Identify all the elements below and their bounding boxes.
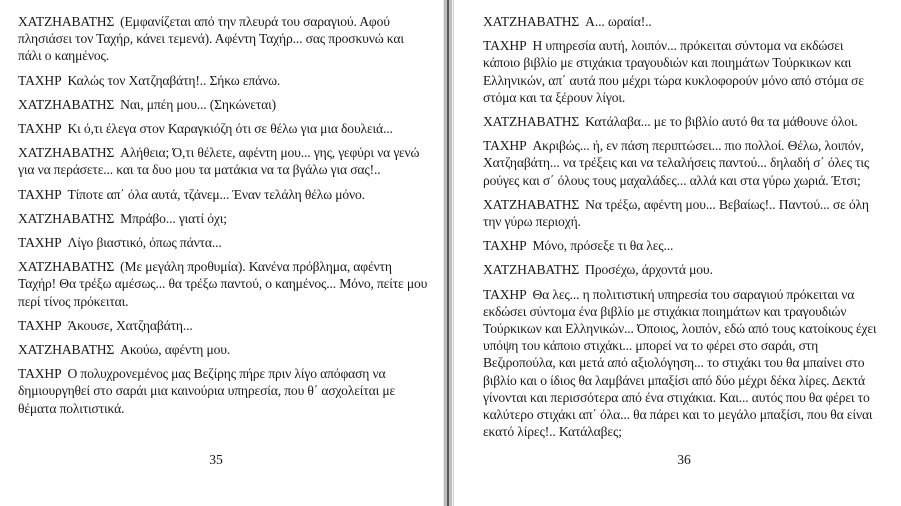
page-number-right: 36	[677, 452, 691, 467]
speaker-name: ΤΑΧΗΡ	[483, 238, 527, 254]
dialogue-paragraph	[18, 186, 428, 203]
speaker-name: ΤΑΧΗΡ	[18, 366, 62, 382]
speaker-name: ΤΑΧΗΡ	[18, 317, 62, 333]
dialogue-text: Ακριβώς... ή, εν πάση περιπτώσει... πιο πολλοί. Θέλω, λοιπόν, Χατζηαβάτη... να τρέξεις και να τελαλήσεις παντού... δηλαδή σ΄ όλες τις ρούγες και σ΄ όλους τους μαχαλάδες... αλλά και στα γύρω χωριά. Έτσι;	[483, 138, 870, 188]
dialogue-text: Μπράβο... γιατί όχι;	[120, 210, 227, 226]
left-page	[0, 0, 443, 506]
dialogue-paragraph	[483, 37, 883, 106]
dialogue-text: Καλώς τον Χατζηαβάτη!.. Σήκω επάνω.	[67, 72, 281, 88]
speaker-name: ΤΑΧΗΡ	[18, 235, 62, 251]
dialogue-paragraph	[18, 317, 428, 334]
dialogue-paragraph	[18, 365, 428, 417]
dialogue-paragraph	[483, 137, 883, 189]
dialogue-paragraph	[18, 72, 428, 89]
dialogue-text: (Με μεγάλη προθυμία). Κανένα πρόβλημα, αφέντη Ταχήρ! Θα τρέξω αμέσως... θα τρέξω παντού, ο καημένος... Μόνο, πείτε μου περί τίνος πρόκειται.	[18, 259, 428, 309]
dialogue-paragraph	[483, 286, 883, 441]
dialogue-text: Μόνο, πρόσεξε τι θα λες...	[532, 238, 674, 254]
dialogue-paragraph	[18, 120, 428, 137]
dialogue-paragraph	[18, 258, 428, 310]
page-gutter-divider	[443, 0, 456, 506]
speaker-name: ΧΑΤΖΗΑΒΑΤΗΣ	[483, 262, 580, 278]
dialogue-paragraph	[483, 196, 883, 230]
dialogue-text: Α... ωραία!..	[585, 14, 652, 29]
dialogue-paragraph	[18, 13, 428, 65]
dialogue-paragraph	[18, 234, 428, 251]
right-page	[456, 0, 901, 506]
speaker-name: ΧΑΤΖΗΑΒΑΤΗΣ	[483, 114, 580, 130]
dialogue-paragraph	[483, 113, 883, 130]
dialogue-text: Η υπηρεσία αυτή, λοιπόν... πρόκειται σύντομα να εκδώσει κάποιο βιβλίο με στιχάκια τραγουδιών και ποιημάτων Τούρκικων και Ελληνικών, απ΄ αυτά που μέχρι τώρα κυκλοφορούν μόνο από στόμα σε στόμα και τα ξέρουν λίγοι.	[483, 38, 864, 105]
speaker-name: ΤΑΧΗΡ	[483, 38, 527, 54]
speaker-name: ΤΑΧΗΡ	[18, 186, 62, 202]
speaker-name: ΧΑΤΖΗΑΒΑΤΗΣ	[483, 196, 580, 212]
dialogue-text: Κι ό,τι έλεγα στον Καραγκιόζη ότι σε θέλω για μια δουλειά...	[67, 121, 393, 137]
speaker-name: ΤΑΧΗΡ	[18, 72, 62, 88]
dialogue-text: Να τρέξω, αφέντη μου... Βεβαίως!.. Παντού... σε όλη την γύρω περιοχή.	[483, 196, 869, 230]
dialogue-text: Άκουσε, Χατζηαβάτη...	[67, 317, 193, 333]
speaker-name: ΧΑΤΖΗΑΒΑΤΗΣ	[18, 145, 115, 161]
speaker-name: ΧΑΤΖΗΑΒΑΤΗΣ	[18, 210, 115, 226]
dialogue-text: Ναι, μπέη μου... (Σηκώνεται)	[120, 96, 276, 112]
dialogue-paragraph	[483, 13, 883, 30]
dialogue-text: Τίποτε απ΄ όλα αυτά, τζάνεμ... Έναν τελάλη θέλω μόνο.	[67, 186, 365, 202]
dialogue-text: Προσέχω, άρχοντά μου.	[585, 262, 713, 278]
speaker-name: ΤΑΧΗΡ	[483, 286, 527, 302]
left-page-text	[18, 13, 428, 417]
dialogue-paragraph	[18, 210, 428, 227]
dialogue-paragraph	[18, 96, 428, 113]
dialogue-text: Θα λες... η πολιτιστική υπηρεσία του σαραγιού πρόκειται να εκδώσει σύντομα ένα βιβλίο με στιχάκια ποιημάτων και τραγουδιών Τούρκικων και Ελληνικών... Όποιος, λοιπόν, εδώ από τους κατοίκους έχει υπόψη του κάποιο στιχάκι... μπορεί να το φέρει στο σαράι, στη Βεζιροπούλα, και μετά από αξιολόγηση... το στιχάκι του θα μπαίνει στο βιβλίο και ο ίδιος θα λαμβάνει μπαξίσι από δύο μέχρι δέκα λίρες. Δεκτά γίνονται και περισσότερα από ένα στιχάκια. Και... αυτός που θα φέρει το καλύτερο στιχάκι απ΄ όλα... θα πάρει και το μεγάλο μπαξίσι, που θα είναι εκατό λίρες!.. Κατάλαβες;	[483, 286, 877, 440]
dialogue-text: Ακούω, αφέντη μου.	[120, 342, 231, 358]
dialogue-text: Κατάλαβα... με το βιβλίο αυτό θα τα μάθουνε όλοι.	[585, 114, 858, 130]
dialogue-text: Ο πολυχρονεμένος μας Βεζίρης πήρε πριν λίγο απόφαση να δημιουργηθεί στο σαράι μια καινούρια υπηρεσία, που θ΄ ασχολείται με θέματα πολιτιστικά.	[18, 366, 396, 416]
dialogue-text: Λίγο βιαστικό, όπως πάντα...	[67, 235, 222, 251]
dialogue-paragraph	[18, 341, 428, 358]
dialogue-text: Αλήθεια; Ό,τι θέλετε, αφέντη μου... γης, γεφύρι να γενώ για να περάσετε... και τα δυο μου τα ματάκια να τα βγάλω για σας!..	[18, 145, 420, 178]
page-number-left: 35	[209, 452, 223, 467]
speaker-name: ΧΑΤΖΗΑΒΑΤΗΣ	[483, 14, 580, 29]
dialogue-text: (Εμφανίζεται από την πλευρά του σαραγιού. Αφού πλησιάσει τον Ταχήρ, κάνει τεμενά). Αφέντη Ταχήρ... σας προσκυνώ και πάλι ο καημένος.	[18, 14, 404, 64]
dialogue-paragraph	[483, 261, 883, 278]
speaker-name: ΧΑΤΖΗΑΒΑΤΗΣ	[18, 14, 115, 29]
right-page-text	[483, 13, 883, 440]
speaker-name: ΤΑΧΗΡ	[18, 121, 62, 137]
dialogue-paragraph	[18, 144, 428, 178]
speaker-name: ΧΑΤΖΗΑΒΑΤΗΣ	[18, 342, 115, 358]
dialogue-paragraph	[483, 237, 883, 254]
speaker-name: ΧΑΤΖΗΑΒΑΤΗΣ	[18, 259, 115, 275]
speaker-name: ΤΑΧΗΡ	[483, 138, 527, 154]
speaker-name: ΧΑΤΖΗΑΒΑΤΗΣ	[18, 96, 115, 112]
